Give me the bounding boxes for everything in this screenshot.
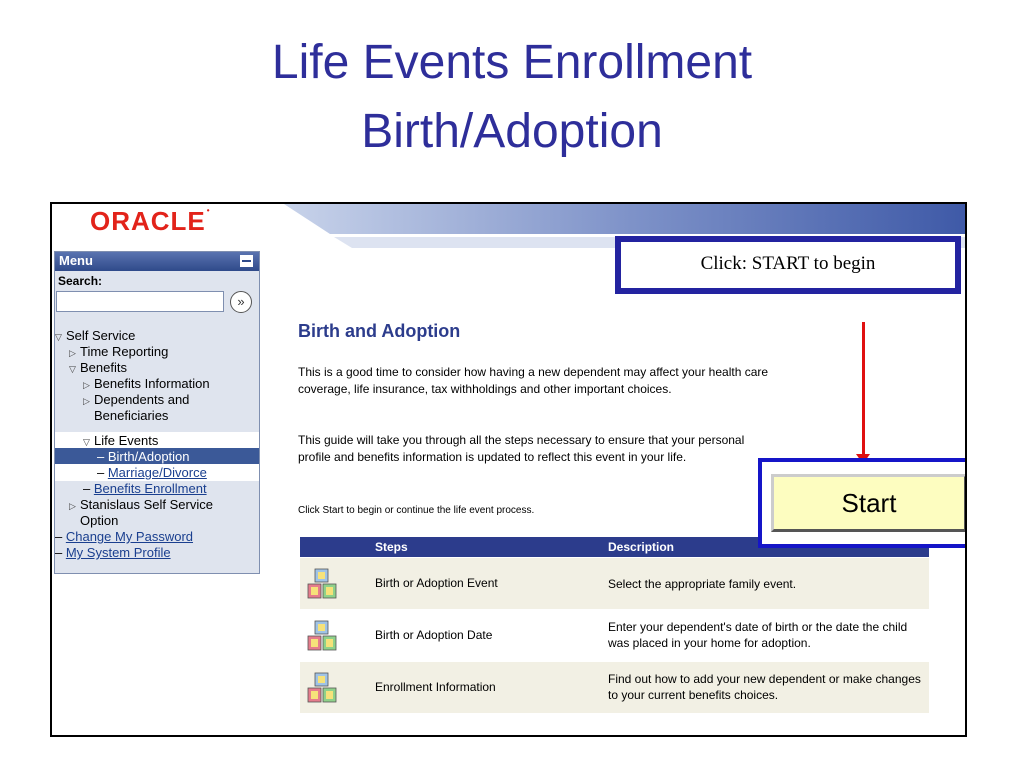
instruction-text: Click Start to begin or continue the life event process. (298, 505, 535, 516)
menu-panel (54, 251, 260, 574)
col-description-header: Description (608, 540, 675, 554)
pointer-arrow-line (862, 322, 865, 458)
start-button[interactable]: Start (771, 474, 967, 532)
intro-paragraph: This is a good time to consider how having a new dependent may affect your health care coverage, life insurance, tax withholdings and other important choices. (298, 365, 769, 396)
steps-table (300, 537, 929, 713)
minimize-icon[interactable] (240, 255, 253, 267)
guide-paragraph: This guide will take you through all the steps necessary to ensure that your personal profile and benefits information is updated to reflect this event in your life. (298, 433, 745, 464)
nav-marriage-divorce[interactable]: – Marriage/Divorce (97, 465, 207, 480)
menu-header-label: Menu (59, 253, 93, 268)
nav-benefits-enrollment[interactable]: – Benefits Enrollment (83, 481, 207, 496)
slide-title-line2: Birth/Adoption (361, 105, 663, 158)
expanded-triangle-icon: ▽ (69, 364, 76, 374)
nav-time-reporting[interactable]: ▷ Time Reporting (69, 344, 169, 359)
expanded-triangle-icon: ▽ (83, 437, 90, 447)
search-row (55, 288, 259, 314)
nav-birth-adoption[interactable]: – Birth/Adoption (97, 449, 190, 464)
nav-system-profile[interactable]: – My System Profile (55, 545, 171, 560)
oracle-logo: ORACLE• (90, 206, 211, 236)
nav-change-password[interactable]: – Change My Password (55, 529, 194, 544)
baby-blocks-icon (306, 672, 338, 704)
instruction-callout: Click: START to begin (615, 236, 961, 294)
search-go-icon[interactable]: » (230, 291, 252, 313)
menu-header (55, 252, 259, 271)
step-name: Birth or Adoption Event (375, 576, 498, 590)
expanded-triangle-icon: ▽ (55, 332, 62, 342)
nav-self-service[interactable]: ▽ Self Service (55, 328, 136, 343)
nav-dependents-cont[interactable]: Beneficiaries (94, 408, 169, 423)
slide-title-line1: Life Events Enrollment (271, 36, 753, 89)
nav-life-events[interactable]: ▽ Life Events (83, 433, 159, 448)
col-steps-header: Steps (375, 540, 408, 554)
screenshot-frame (50, 202, 967, 737)
table-row (300, 661, 929, 713)
nav-stanislaus-cont[interactable]: Option (80, 513, 119, 528)
baby-blocks-icon (306, 620, 338, 652)
nav-stanislaus[interactable]: ▷ Stanislaus Self Service (69, 497, 213, 512)
collapsed-triangle-icon: ▷ (83, 396, 90, 406)
nav-benefits[interactable]: ▽ Benefits (69, 360, 127, 375)
collapsed-triangle-icon: ▷ (69, 501, 76, 511)
table-row (300, 557, 929, 609)
collapsed-triangle-icon: ▷ (83, 380, 90, 390)
nav-benefits-information[interactable]: ▷ Benefits Information (83, 376, 210, 391)
page-title: Birth and Adoption (298, 321, 461, 341)
table-row (300, 609, 929, 661)
nav-dependents[interactable]: ▷ Dependents and (83, 392, 190, 407)
search-input[interactable] (56, 291, 224, 312)
step-description: Find out how to add your new dependent or make changes to your current benefits choices. (608, 672, 921, 702)
step-name: Birth or Adoption Date (375, 628, 493, 642)
baby-blocks-icon (306, 568, 338, 600)
start-highlight-box (758, 458, 967, 548)
step-description: Enter your dependent's date of birth or the date the child was placed in your home for adoption. (608, 620, 908, 650)
step-description: Select the appropriate family event. (608, 577, 797, 591)
step-name: Enrollment Information (375, 680, 496, 694)
search-label: Search: (58, 274, 103, 288)
collapsed-triangle-icon: ▷ (69, 348, 76, 358)
